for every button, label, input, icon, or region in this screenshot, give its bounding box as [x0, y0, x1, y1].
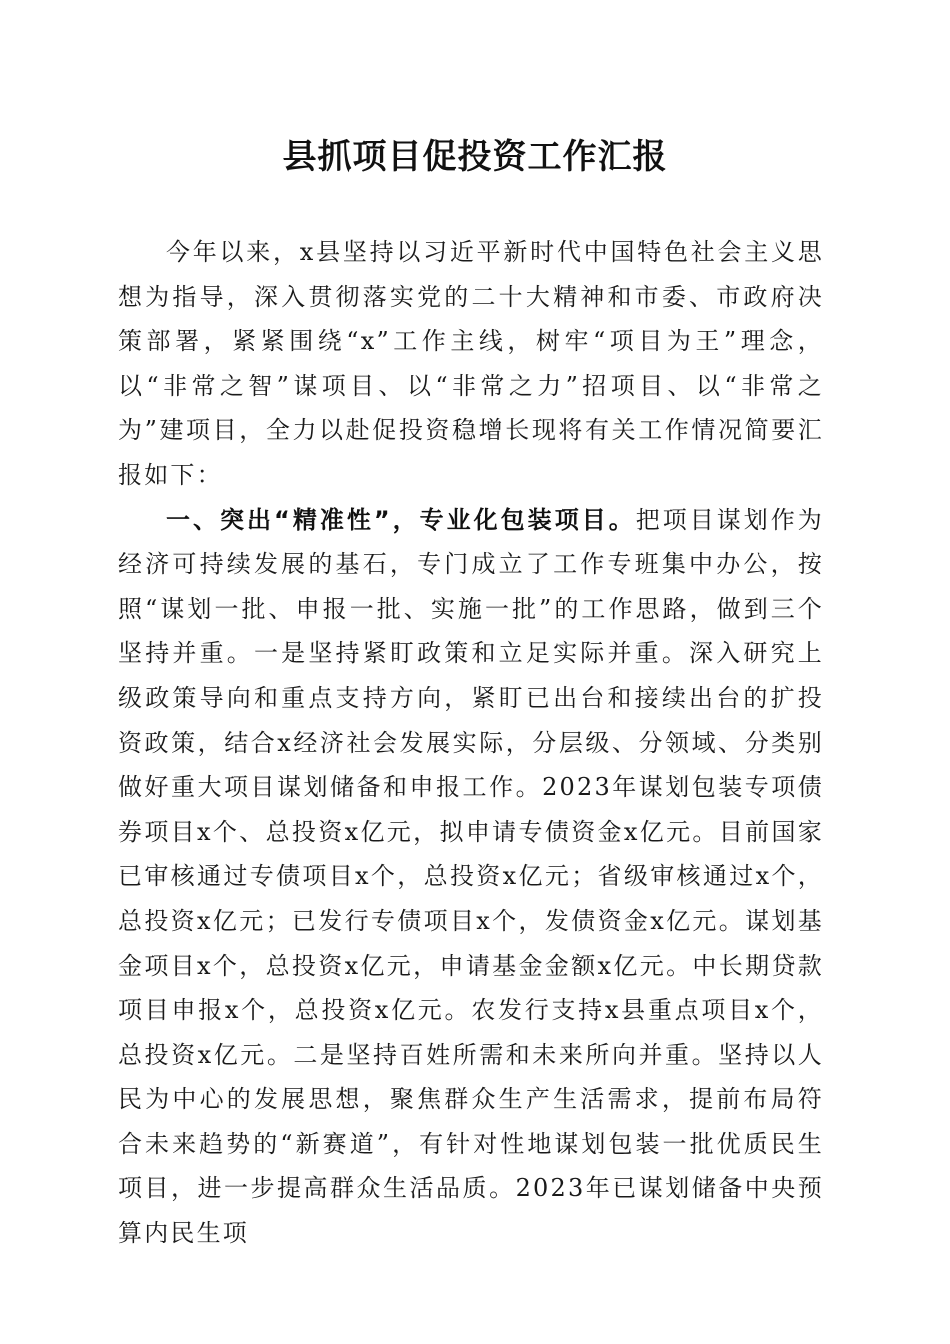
document-title: 县抓项目促投资工作汇报 — [282, 137, 668, 177]
document-body — [118, 230, 824, 1256]
intro-paragraph-text: 今年以来，x县坚持以习近平新时代中国特色社会主义思想为指导，深入贯彻落实党的二十大精神和市委、市政府决策部署，紧紧围绕“x”工作主线，树牢“项目为王”理念，以“非常之智”谋项目、以“非常之力”招项目、以“非常之为”建项目，全力以赴促投资稳增长现将有关工作情况简要汇报如下： — [118, 238, 824, 489]
section-one-text: 把项目谋划作为经济可持续发展的基石，专门成立了工作专班集中办公，按照“谋划一批、申报一批、实施一批”的工作思路，做到三个坚持并重。一是坚持紧盯政策和立足实际并重。深入研究上级政策导向和重点支持方向，紧盯已出台和接续出台的扩投资政策，结合x经济社会发展实际，分层级、分领域、分类别做好重大项目谋划储备和申报工作。2023年谋划包装专项债券项目x个、总投资x亿元，拟申请专债资金x亿元。目前国家已审核通过专债项目x个，总投资x亿元；省级审核通过x个，总投资x亿元；已发行专债项目x个，发债资金x亿元。谋划基金项目x个，总投资x亿元，申请基金金额x亿元。中长期贷款项目申报x个，总投资x亿元。农发行支持x县重点项目x个，总投资x亿元。二是坚持百姓所需和未来所向并重。坚持以人民为中心的发展思想，聚焦群众生产生活需求，提前布局符合未来趋势的“新赛道”，有针对性地谋划包装一批优质民生项目，进一步提高群众生活品质。2023年已谋划储备中央预算内民生项 — [118, 505, 824, 1248]
intro-paragraph — [118, 230, 824, 498]
section-one-heading: 一、突出“精准性”，专业化包装项目。 — [166, 505, 636, 534]
section-one-paragraph — [118, 498, 824, 1256]
